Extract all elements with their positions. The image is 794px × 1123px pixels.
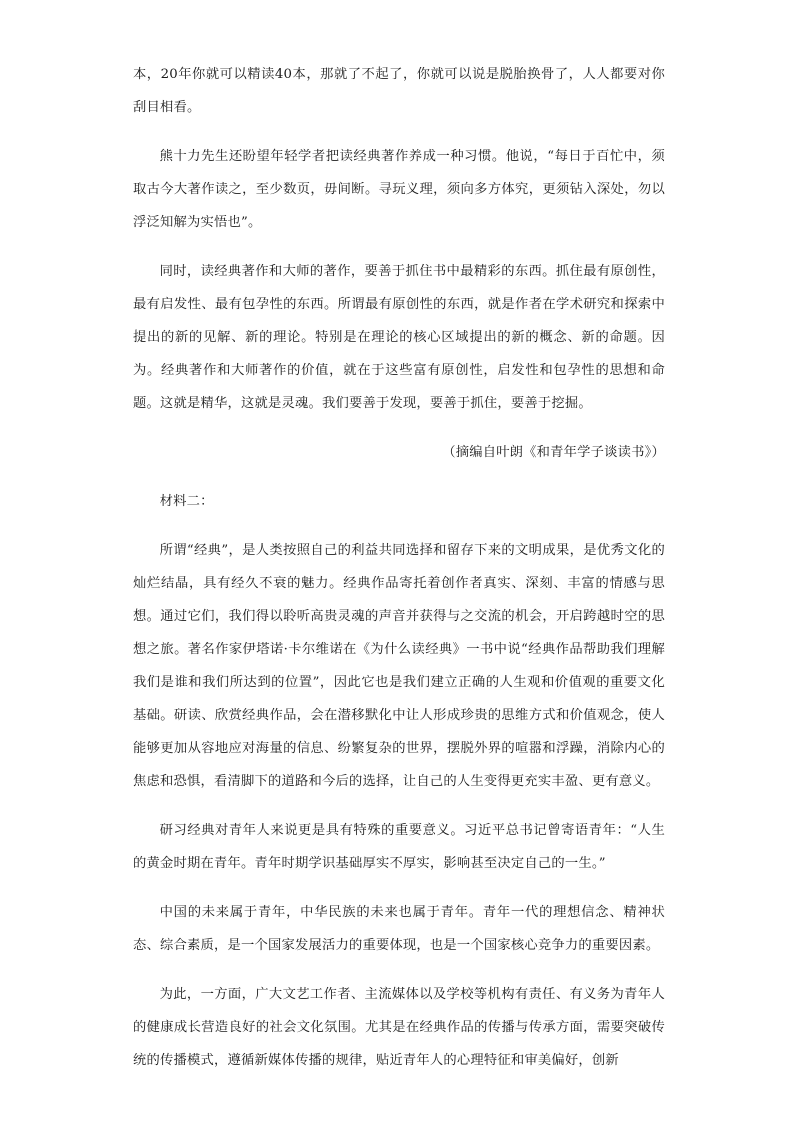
paragraph-youth-importance: 研习经典对青年人来说更是具有特殊的重要意义。习近平总书记曾寄语青年：“人生的黄金时期在青年。青年时期学识基础厚实不厚实，影响甚至决定自己的一生。” [133, 823, 665, 871]
paragraph-future-youth: 中国的未来属于青年，中华民族的未来也属于青年。青年一代的理想信念、精神状态、综合素质，是一个国家发展活力的重要体现，也是一个国家核心竞争力的重要因素。 [133, 905, 665, 953]
section-heading-material-two: 材料二： [159, 494, 214, 509]
source-citation: （摘编自叶朗《和青年学子谈读书》） [442, 445, 665, 460]
paragraph-continuation: 本，20年你就可以精读40本，那就了不起了，你就可以说是脱胎换骨了，人人都要对你刮目相看。 [133, 67, 665, 115]
paragraph-classics-essence: 同时，读经典著作和大师的著作，要善于抓住书中最精彩的东西。抓住最有原创性，最有启发性、最有包孕性的东西。所谓最有原创性的东西，就是作者在学术研究和探索中提出的新的见解、新的理论。特别是在理论的核心区域提出的新的概念、新的命题。因为。经典著作和大师著作的价值，就在于这些富有原创性，启发性和包孕性的思想和命题。这就是精华，这就是灵魂。我们要善于发现，要善于抓住，要善于挖掘。 [133, 264, 665, 411]
document-page [133, 58, 665, 1077]
paragraph-definition-classics: 所谓“经典”，是人类按照自己的利益共同选择和留存下来的文明成果，是优秀文化的灿烂结晶，具有经久不衰的魅力。经典作品寄托着创作者真实、深刻、丰富的情感与思想。通过它们，我们得以聆听高贵灵魂的声音并获得与之交流的机会，开启跨越时空的思想之旅。著名作家伊塔诺·卡尔维诺在《为什么读经典》一书中说“经典作品帮助我们理解我们是谁和我们所达到的位置”，因此它也是我们建立正确的人生观和价值观的重要文化基础。研读、欣赏经典作品，会在潜移默化中让人形成珍贵的思维方式和价值观念，使人能够更加从容地应对海量的信息、纷繁复杂的世界，摆脱外界的喧嚣和浮躁，消除内心的焦虑和恐惧，看清脚下的道路和今后的选择，让自己的人生变得更充实丰盈、更有意义。 [133, 543, 665, 789]
paragraph-cultural-atmosphere: 为此，一方面，广大文艺工作者、主流媒体以及学校等机构有责任、有义务为青年人的健康成长营造良好的社会文化氛围。尤其是在经典作品的传播与传承方面，需要突破传统的传播模式，遵循新媒体传播的规律，贴近青年人的心理特征和审美偏好，创新 [133, 987, 665, 1068]
paragraph-xiong-shili: 熊十力先生还盼望年轻学者把读经典著作养成一种习惯。他说，“每日于百忙中，须取古今大著作读之，至少数页，毋间断。寻玩义理，须向多方体究，更须钻入深处，勿以浮泛知解为实悟也”。 [133, 149, 665, 230]
